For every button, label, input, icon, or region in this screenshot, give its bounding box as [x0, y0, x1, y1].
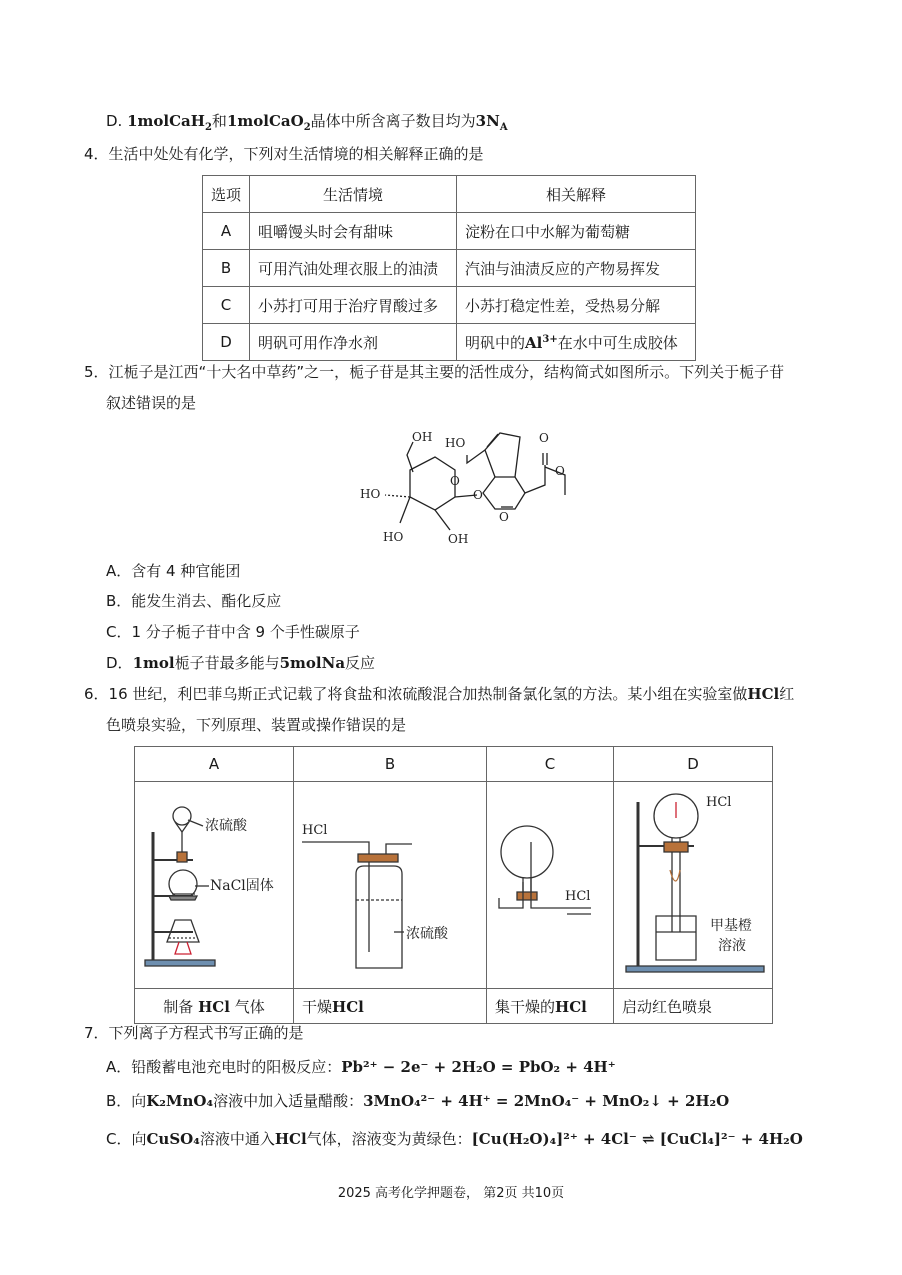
- option-text: 晶体中所含离子数目均为: [310, 112, 476, 130]
- cell-option: A: [203, 213, 250, 250]
- q5-option-a: A．含有 4 种官能团: [106, 562, 241, 580]
- caption-a: 制备 HCl 气体: [135, 989, 294, 1024]
- q7-option-a: A．铅酸蓄电池充电时的阳极反应：Pb²⁺ − 2e⁻ + 2H₂O = PbO₂ + 4H⁺: [106, 1058, 616, 1076]
- table-row-captions: [135, 989, 773, 1024]
- header-situation: 生活情境: [250, 176, 457, 213]
- figure-b-cell: [294, 782, 487, 989]
- cell-situation: 可用汽油处理衣服上的油渍: [250, 250, 457, 287]
- cell-explain: 明矾中的$Al^{3+}$在水中可生成胶体: [457, 324, 696, 361]
- struct-label-ho-left: HO: [360, 487, 381, 501]
- header-c: C: [487, 747, 614, 782]
- option-label: D.: [106, 112, 123, 130]
- q4-stem: 4．生活中处处有化学，下列对生活情境的相关解释正确的是: [84, 145, 484, 163]
- cell-option: B: [203, 250, 250, 287]
- chem-cah2: 1molCaH$_2$: [127, 112, 212, 133]
- q7-stem: 7．下列离子方程式书写正确的是: [84, 1024, 304, 1042]
- caption-c: 集干燥的HCl: [487, 989, 614, 1024]
- q6-table: [134, 746, 773, 1024]
- q7-option-b: B．向K₂MnO₄溶液中加入适量醋酸：3MnO₄²⁻ + 4H⁺ = 2MnO₄⁻ + MnO₂↓ + 2H₂O: [106, 1092, 730, 1110]
- q5-stem-line2: 叙述错误的是: [106, 394, 197, 412]
- struct-label-ho-agly: HO: [445, 436, 466, 450]
- figure-d-gas-label: HCl: [706, 795, 732, 810]
- caption-b: 干燥HCl: [294, 989, 487, 1024]
- cell-situation: 明矾可用作净水剂: [250, 324, 457, 361]
- struct-label-ring-o: O: [450, 474, 460, 488]
- figure-a-apparatus: [135, 782, 293, 984]
- figure-c-cell: [487, 782, 614, 989]
- chem-cao2: 1molCaO$_2$: [226, 112, 311, 133]
- table-header-row: [203, 176, 696, 213]
- struct-label-glyco-o: O: [473, 488, 483, 502]
- q3-option-d: [106, 110, 508, 139]
- figure-a-cell: [135, 782, 294, 989]
- cell-explain: 小苏打稳定性差，受热易分解: [457, 287, 696, 324]
- q5-option-b: B．能发生消去、酯化反应: [106, 592, 282, 610]
- table-row-figures: [135, 782, 773, 989]
- equation-a: Pb²⁺ − 2e⁻ + 2H₂O = PbO₂ + 4H⁺: [341, 1058, 616, 1076]
- table-row: [203, 250, 696, 287]
- struct-label-pyran-o: O: [499, 510, 509, 524]
- page-footer: 2025 高考化学押题卷， 第2页 共10页: [337, 1186, 565, 1201]
- figure-d-indicator-label2: 溶液: [718, 938, 746, 954]
- figure-d-apparatus: [614, 782, 772, 984]
- figure-b-gas-label: HCl: [302, 823, 328, 838]
- table-header-row: [135, 747, 773, 782]
- figure-a-solid-label: NaCl固体: [210, 878, 274, 894]
- cell-situation: 咀嚼馒头时会有甜味: [250, 213, 457, 250]
- struct-label-ho-bottom: HO: [383, 530, 404, 544]
- figure-c-gas-label: HCl: [565, 889, 591, 904]
- equation-b: 3MnO₄²⁻ + 4H⁺ = 2MnO₄⁻ + MnO₂↓ + 2H₂O: [363, 1092, 730, 1110]
- q6-stem-line1: 6．16 世纪，利巴菲乌斯正式记载了将食盐和浓硫酸混合加热制备氯化氢的方法。某小组在实验室做HCl红: [84, 685, 795, 703]
- struct-label-oh-bottom: OH: [448, 532, 469, 546]
- header-b: B: [294, 747, 487, 782]
- q7-option-c: C．向CuSO₄溶液中通入HCl气体，溶液变为黄绿色：[Cu(H₂O)₄]²⁺ + 4Cl⁻ ⇌ [CuCl₄]²⁻ + 4H₂O: [106, 1130, 803, 1148]
- cell-option: C: [203, 287, 250, 324]
- cell-explain: 汽油与油渍反应的产物易挥发: [457, 250, 696, 287]
- figure-b-apparatus: [294, 782, 486, 984]
- chem-3na: $3N_A$: [475, 112, 508, 133]
- figure-b-acid-label: 浓硫酸: [406, 926, 448, 942]
- q5-option-d: D．1mol栀子苷最多能与5molNa反应: [106, 654, 376, 672]
- table-row: [203, 287, 696, 324]
- cell-situation: 小苏打可用于治疗胃酸过多: [250, 287, 457, 324]
- struct-label-ester-o: O: [555, 464, 565, 478]
- table-row: [203, 213, 696, 250]
- header-explain: 相关解释: [457, 176, 696, 213]
- header-option: 选项: [203, 176, 250, 213]
- struct-label-oh-top: OH: [412, 430, 433, 444]
- cell-option: D: [203, 324, 250, 361]
- figure-a-acid-label: 浓硫酸: [205, 818, 247, 834]
- header-d: D: [614, 747, 773, 782]
- figure-d-indicator-label1: 甲基橙: [710, 918, 752, 934]
- struct-label-carbonyl-o: O: [539, 431, 549, 445]
- geniposide-structure: [355, 425, 585, 550]
- q6-stem-line2: 色喷泉实验，下列原理、装置或操作错误的是: [106, 716, 407, 734]
- q5-option-c: C．1 分子栀子苷中含 9 个手性碳原子: [106, 623, 360, 641]
- cell-explain: 淀粉在口中水解为葡萄糖: [457, 213, 696, 250]
- table-row: [203, 324, 696, 361]
- text-and: 和: [211, 112, 227, 130]
- q4-table: [202, 175, 696, 361]
- header-a: A: [135, 747, 294, 782]
- equation-c: [Cu(H₂O)₄]²⁺ + 4Cl⁻ ⇌ [CuCl₄]²⁻ + 4H₂O: [471, 1130, 803, 1148]
- figure-c-apparatus: [487, 782, 613, 984]
- q5-stem-line1: 5．江栀子是江西“十大名中草药”之一，栀子苷是其主要的活性成分，结构简式如图所示。下列关于栀子苷: [84, 363, 785, 381]
- figure-d-cell: [614, 782, 773, 989]
- caption-d: 启动红色喷泉: [614, 989, 773, 1024]
